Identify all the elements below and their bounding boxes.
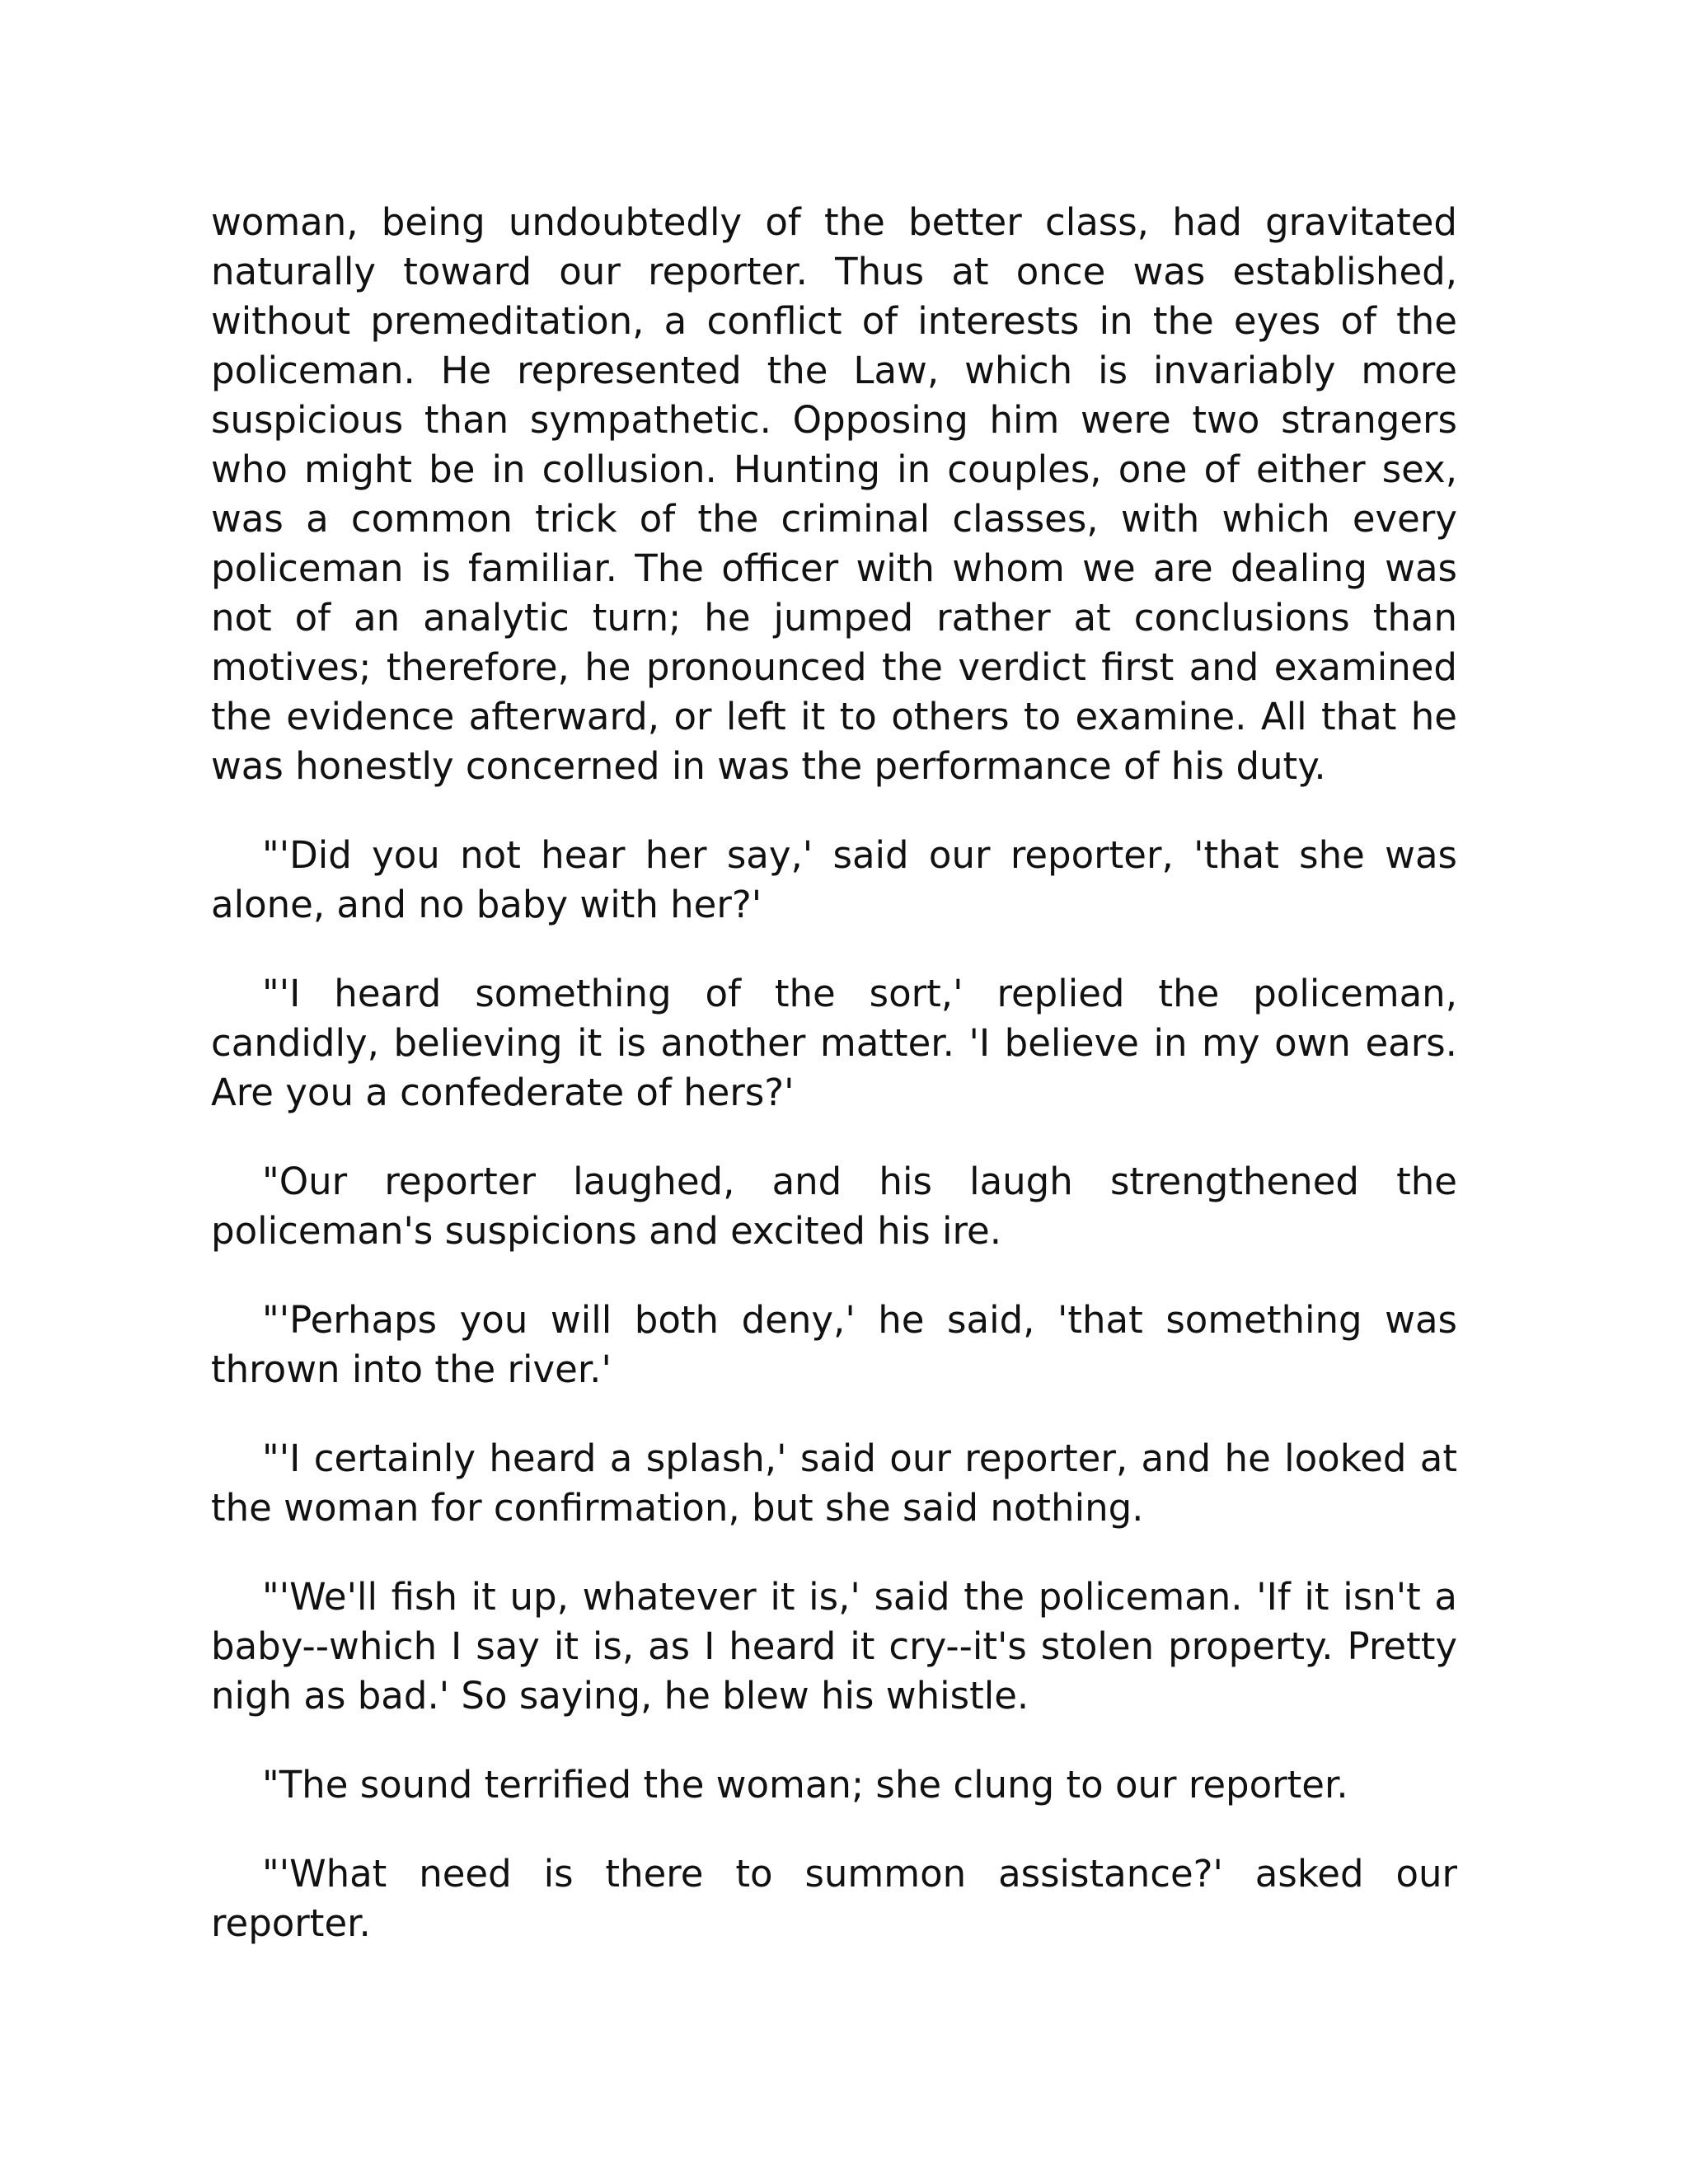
- paragraph: "'I certainly heard a splash,' said our reporter, and he looked at the woman for confirmation, but she said nothing.: [211, 1436, 1457, 1530]
- body-text: [211, 198, 1457, 1988]
- paragraph: "'We'll fish it up, whatever it is,' said the policeman. 'If it isn't a baby--which I say it is, as I heard it cry--it's stolen property. Pretty nigh as bad.' So saying, he blew his whistle.: [211, 1575, 1457, 1718]
- paragraph: "'Did you not hear her say,' said our reporter, 'that she was alone, and no baby with her?': [211, 833, 1457, 926]
- paragraph: "'I heard something of the sort,' replied the policeman, candidly, believing it is another matter. 'I believe in my own ears. Are you a confederate of hers?': [211, 972, 1457, 1114]
- paragraph: "The sound terrified the woman; she clung to our reporter.: [262, 1763, 1348, 1807]
- paragraph: "'Perhaps you will both deny,' he said, 'that something was thrown into the river.': [211, 1298, 1457, 1391]
- paragraph: "Our reporter laughed, and his laugh strengthened the policeman's suspicions and excited his ire.: [211, 1160, 1457, 1253]
- paragraph: woman, being undoubtedly of the better class, had gravitated naturally toward our reporter. Thus at once was established, without premeditation, a conflict of interests in the eyes of the policeman. He represented the Law, which is invariably more suspicious than sympathetic. Opposing him were two strangers who might be in collusion. Hunting in couples, one of either sex, was a common trick of the criminal classes, with which every policeman is familiar. The officer with whom we are dealing was not of an analytic turn; he jumped rather at conclusions than motives; therefore, he pronounced the verdict first and examined the evidence afterward, or left it to others to examine. All that he was honestly concerned in was the performance of his duty.: [211, 200, 1457, 788]
- paragraph: "'What need is there to summon assistance?' asked our reporter.: [211, 1852, 1457, 1945]
